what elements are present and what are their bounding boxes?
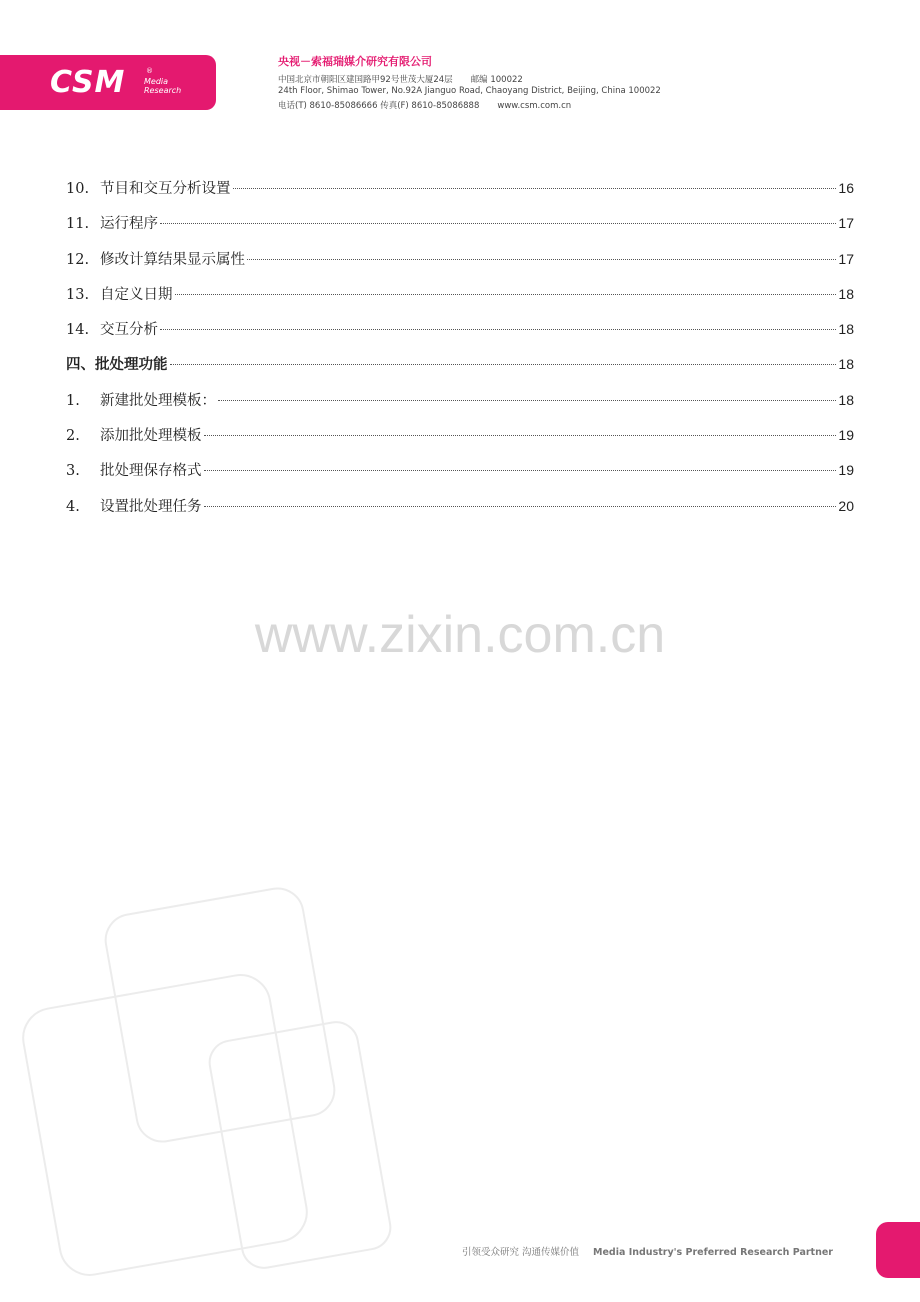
toc-entry-title: 运行程序 [100, 216, 158, 233]
toc-entry[interactable] [66, 495, 854, 530]
toc-entry-page: 17 [838, 250, 854, 267]
toc-entry[interactable] [66, 318, 854, 353]
toc-dot-leader [175, 293, 837, 295]
toc-entry-number: 3. [66, 463, 80, 480]
footer-slogan [462, 1244, 833, 1258]
toc-dot-leader [247, 258, 836, 260]
toc-entry-number: 2. [66, 428, 80, 445]
toc-entry-number: 4. [66, 498, 80, 515]
company-name: 央视－索福瑞媒介研究有限公司 [278, 55, 432, 68]
contact-line [278, 99, 571, 111]
toc-entry-page: 16 [838, 180, 854, 196]
toc-dot-leader [218, 399, 836, 401]
toc-entry[interactable] [66, 212, 854, 247]
toc-dot-leader [204, 505, 837, 507]
toc-entry-title: 批处理保存格式 [100, 463, 202, 480]
postcode: 邮编 100022 [470, 75, 523, 85]
logo-subtitle [144, 77, 181, 95]
phone-fax: 电话(T) 8610-85086666 传真(F) 8610-85086888 [278, 101, 480, 111]
toc-entry-title: 新建批处理模板： [100, 392, 216, 409]
address-cn: 中国北京市朝阳区建国路甲92号世茂大厦24层 [278, 75, 453, 85]
toc-dot-leader [204, 434, 837, 436]
footer-slogan-en: Media Industry's Preferred Research Partner [593, 1247, 833, 1258]
corner-accent [876, 1222, 920, 1278]
toc-entry-page: 18 [838, 321, 854, 338]
toc-entry[interactable] [66, 389, 854, 424]
toc-entry[interactable] [66, 424, 854, 459]
toc-entry-number: 13. [66, 286, 90, 303]
address-en: 24th Floor, Shimao Tower, No.92A Jianguo Road, Chaoyang District, Beijing, China 100022 [278, 86, 661, 96]
toc-dot-leader [204, 469, 837, 471]
toc-entry-page: 18 [838, 356, 854, 373]
website-link[interactable]: www.csm.com.cn [497, 101, 572, 111]
toc-entry[interactable] [66, 459, 854, 494]
toc-entry-page: 18 [838, 391, 854, 408]
toc-entry-page: 20 [838, 497, 854, 514]
toc-dot-leader [233, 187, 837, 189]
logo-sub-research: Research [144, 86, 182, 95]
toc-entry-number: 11. [66, 216, 90, 233]
toc-entry-page: 19 [838, 462, 854, 479]
toc-entry-title: 添加批处理模板 [100, 428, 202, 445]
csm-logo [0, 55, 216, 110]
toc-entry-number: 10. [66, 181, 90, 197]
logo-sub-media: Media [144, 77, 169, 86]
toc-entry-title: 四、批处理功能 [66, 357, 168, 374]
toc-dot-leader [170, 363, 837, 365]
toc-entry[interactable] [66, 177, 854, 212]
logo-text: CSM [50, 65, 126, 100]
decorative-squares [0, 880, 420, 1300]
toc-entry-number: 12. [66, 251, 90, 268]
toc-entry-title: 自定义日期 [100, 286, 173, 303]
toc-entry-number: 14. [66, 322, 90, 339]
toc-entry-title: 节目和交互分析设置 [100, 181, 231, 197]
footer-slogan-cn: 引领受众研究 沟通传媒价值 [462, 1247, 580, 1258]
toc-entry-page: 17 [838, 215, 854, 232]
toc-entry-title: 修改计算结果显示属性 [100, 251, 245, 268]
toc-entry-number: 1. [66, 392, 80, 409]
toc-dot-leader [160, 222, 836, 224]
logo-registered-mark: ® [146, 67, 153, 75]
toc-dot-leader [160, 328, 836, 330]
toc-entry-title: 设置批处理任务 [100, 498, 202, 515]
toc-entry-title: 交互分析 [100, 322, 158, 339]
toc-entry[interactable] [66, 353, 854, 388]
toc-entry-page: 19 [838, 427, 854, 444]
table-of-contents [66, 177, 854, 530]
watermark: www.zixin.com.cn [254, 606, 666, 664]
address-cn-line [278, 73, 523, 85]
toc-entry-page: 18 [838, 285, 854, 302]
toc-entry[interactable] [66, 283, 854, 318]
toc-entry[interactable] [66, 248, 854, 283]
